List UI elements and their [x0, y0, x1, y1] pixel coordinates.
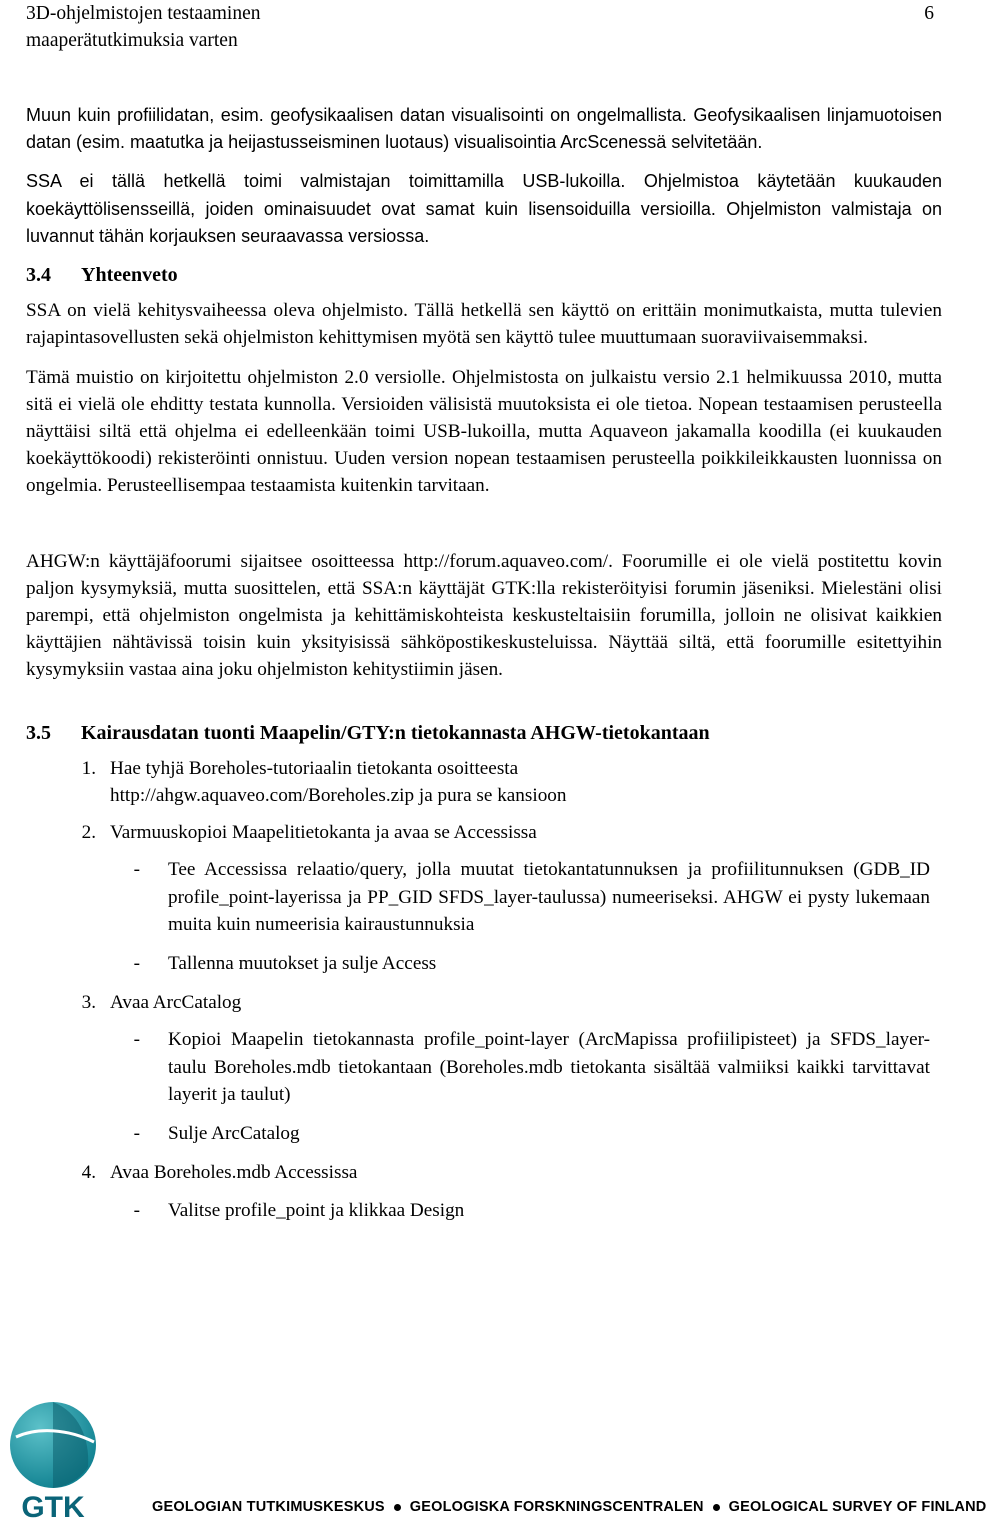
step-number: 2.	[81, 822, 96, 844]
gtk-logo	[8, 1397, 98, 1521]
step-4-subitems	[26, 1197, 942, 1224]
running-header	[26, 0, 261, 54]
step-number: 3.	[81, 992, 96, 1014]
sub-item-text: Tallenna muutokset ja sulje Access	[168, 953, 437, 975]
org-swedish: GEOLOGISKA FORSKNINGSCENTRALEN	[409, 1499, 704, 1515]
import-steps-list-cont	[26, 989, 942, 1016]
footer-organizations	[152, 1499, 986, 1515]
sub-item: - Tee Accessissa relaatio/query, jolla muutat tietokantatunnuksen ja profiilitunnuksen (GDB_ID profile_point-layerissa ja PP_GID SFDS_layer-taulussa) numeeriseksi. AHGW ei pysty lukemaan muita kuin numeerisia kairaustunnuksia	[26, 856, 942, 938]
import-steps-list	[26, 755, 942, 847]
section-number: 3.5	[26, 721, 51, 744]
sub-item: - Valitse profile_point ja klikkaa Design	[26, 1197, 942, 1224]
header-title-line2: maaperätutkimuksia varten	[26, 30, 238, 51]
bullet-icon	[713, 1504, 720, 1511]
header-title-line1: 3D-ohjelmistojen testaaminen	[26, 3, 261, 24]
section-heading-3-4	[26, 262, 942, 289]
section-title: Yhteenveto	[81, 264, 178, 287]
paragraph-usb-locks: SSA ei tällä hetkellä toimi valmistajan toimittamilla USB-lukoilla. Ohjelmistoa käytetään kuukauden koekäyttölisensseillä, joiden ominaisuudet ovat samat kuin lisensoiduilla versioilla. Ohjelmiston valmistaja on luvannut tähän korjauksen seuraavassa versiossa.	[26, 171, 942, 246]
paragraph-forum: AHGW:n käyttäjäfoorumi sijaitsee osoitteessa http://forum.aquaveo.com/. Foorumille ei ole vielä postitettu kovin paljon kysymyksiä, mutta suosittelen, että SSA:n käyttäjät GTK:lla rekisteröityisi forumin jäseniksi. Mielestäni olisi parempi, että ohjelmiston ongelmista ja kehittämiskohteista keskusteltaisiin forumilla, jolloin ne olisivat kaikkien käyttäjien nähtävissä toisin kuin yksityisissä sähköpostikeskusteluissa. Näyttää siltä, että foorumille esitettyihin kysymyksiin vastaa aina joku ohjelmiston kehitystiimin jäsen.	[26, 550, 942, 681]
paragraph-geophysics: Muun kuin profiilidatan, esim. geofysikaalisen datan visualisointi on ongelmallista. Geofysikaalisen linjamuotoisen datan (esim. maatutka ja heijastusseisminen luotaus) visualisointia ArcScenessä selvitetään.	[26, 105, 942, 153]
sub-item-text: Sulje ArcCatalog	[168, 1123, 300, 1145]
step-item	[26, 1159, 942, 1186]
org-english: GEOLOGICAL SURVEY OF FINLAND	[728, 1499, 986, 1515]
sub-item: - Tallenna muutokset ja sulje Access	[26, 950, 942, 977]
step-text: Hae tyhjä Boreholes-tutoriaalin tietokanta osoitteesta http://ahgw.aquaveo.com/Boreholes.zip ja pura se kansioon	[110, 757, 567, 807]
bullet-icon	[394, 1504, 401, 1511]
step-number: 4.	[81, 1162, 96, 1184]
step-2-subitems	[26, 856, 942, 977]
section-heading-3-5	[26, 720, 942, 747]
section-number: 3.4	[26, 264, 51, 287]
step-text: Varmuuskopioi Maapelitietokanta ja avaa se Accessissa	[110, 822, 537, 844]
step-item	[26, 755, 942, 809]
step-item	[26, 989, 942, 1016]
sub-item: - Kopioi Maapelin tietokannasta profile_point-layer (ArcMapissa profiilipisteet) ja SFDS_layer-taulu Boreholes.mdb tietokantaan (Boreholes.mdb tietokanta sisältää valmiiksi kaikki tarvittavat layerit ja taulut)	[26, 1026, 942, 1108]
sub-item-text: Kopioi Maapelin tietokannasta profile_point-layer (ArcMapissa profiilipisteet) ja SFDS_layer-taulu Boreholes.mdb tietokantaan (Boreholes.mdb tietokanta sisältää valmiiksi kaikki tarvittavat layerit ja taulut)	[168, 1029, 930, 1105]
page-body	[26, 102, 942, 1236]
sub-item-text: Tee Accessissa relaatio/query, jolla muutat tietokantatunnuksen ja profiilitunnuksen (GDB_ID profile_point-layerissa ja PP_GID SFDS_layer-taulussa) numeeriseksi. AHGW ei pysty lukemaan muita kuin numeerisia kairaustunnuksia	[168, 859, 930, 935]
step-number: 1.	[81, 757, 96, 779]
section-title: Kairausdatan tuonti Maapelin/GTY:n tietokannasta AHGW-tietokantaan	[81, 721, 710, 744]
sub-item: - Sulje ArcCatalog	[26, 1120, 942, 1147]
logo-text: GTK	[21, 1491, 85, 1523]
paragraph-summary-1: SSA on vielä kehitysvaiheessa oleva ohjelmisto. Tällä hetkellä sen käyttö on erittäin monimutkaista, mutta tulevien rajapintasovellusten sekä ohjelmiston kehittymisen myötä sen käyttö tulee muuttumaan suoraviivaisemmaksi.	[26, 300, 942, 349]
step-3-subitems	[26, 1026, 942, 1147]
org-finnish: GEOLOGIAN TUTKIMUSKESKUS	[152, 1499, 385, 1515]
step-item	[26, 819, 942, 846]
sub-item-text: Valitse profile_point ja klikkaa Design	[168, 1199, 465, 1221]
step-text: Avaa Boreholes.mdb Accessissa	[110, 1162, 358, 1184]
import-steps-list-cont-2	[26, 1159, 942, 1186]
paragraph-summary-2: Tämä muistio on kirjoitettu ohjelmiston 2.0 versiolle. Ohjelmistosta on julkaistu versio 2.1 helmikuussa 2010, mutta sitä ei vielä ole ehditty testata kunnolla. Versioiden välisistä muutoksista ei ole tietoa. Nopean testaamisen perusteella näyttäisi siltä että ohjelma ei edelleenkään toimi USB-lukoilla, mutta Aquaveon jakamalla koodilla (ei kuukauden koekäyttökoodi) rekisteröinti onnistuu. Uuden version nopean testaamisen perusteella poikkileikkausten luonnissa on ongelmia. Perusteellisempaa testaamista kuitenkin tarvitaan.	[26, 366, 942, 497]
page-number: 6	[924, 3, 934, 24]
step-text: Avaa ArcCatalog	[110, 992, 242, 1014]
